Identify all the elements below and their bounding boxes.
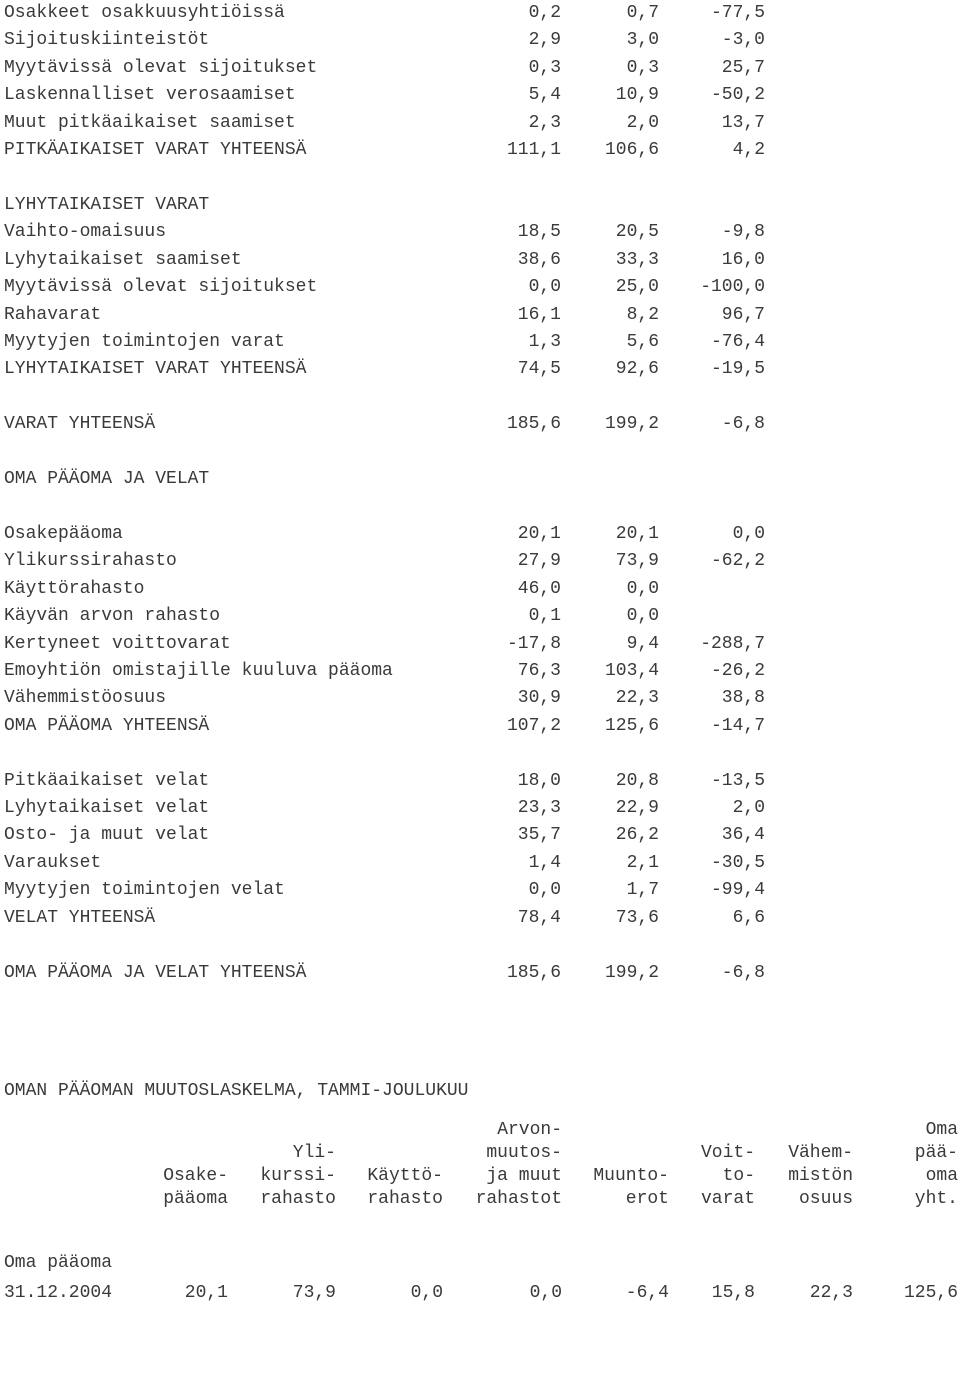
value-2004: 125,6	[604, 716, 659, 736]
row-label: Myytyjen toimintojen velat	[4, 880, 285, 900]
value-2005: 0,0	[528, 277, 561, 297]
row-label: PITKÄAIKAISET VARAT YHTEENSÄ	[4, 140, 307, 160]
row-label: Vaihto-omaisuus	[4, 222, 167, 242]
row-label: Rahavarat	[4, 305, 102, 325]
value-2004: 9,4	[626, 634, 659, 654]
value-2004: 73,9	[615, 551, 659, 571]
row-label: Osakepääoma	[4, 524, 123, 544]
equity-row-value: 0,0	[529, 1283, 562, 1303]
equity-row-value: 15,8	[711, 1283, 755, 1303]
value-2004: 3,0	[626, 30, 659, 50]
row-label: Käyttörahasto	[4, 579, 145, 599]
row-label: Laskennalliset verosaamiset	[4, 85, 296, 105]
change-percent: 38,8	[721, 688, 765, 708]
equity-row-value: 0,0	[410, 1283, 443, 1303]
row-label: Lyhytaikaiset velat	[4, 798, 210, 818]
equity-row-value: 20,1	[184, 1283, 228, 1303]
value-2004: 92,6	[615, 359, 659, 379]
value-2005: 2,9	[528, 30, 561, 50]
value-2005: 0,1	[528, 606, 561, 626]
equity-column-header-line: to-	[722, 1166, 755, 1186]
value-2005: 18,0	[517, 771, 561, 791]
row-label: OMA PÄÄOMA JA VELAT	[4, 469, 210, 489]
change-percent: 0,0	[732, 524, 765, 544]
value-2005: 185,6	[506, 963, 561, 983]
value-2005: 23,3	[517, 798, 561, 818]
value-2004: 20,1	[615, 524, 659, 544]
row-label: VELAT YHTEENSÄ	[4, 908, 156, 928]
value-2005: 1,3	[528, 332, 561, 352]
value-2005: 27,9	[517, 551, 561, 571]
value-2005: 2,3	[528, 113, 561, 133]
value-2004: 73,6	[615, 908, 659, 928]
equity-column-header-line: rahasto	[367, 1189, 443, 1209]
change-percent: -19,5	[710, 359, 765, 379]
row-label: Osto- ja muut velat	[4, 825, 210, 845]
equity-column-header-line: rahasto	[260, 1189, 336, 1209]
change-percent: -76,4	[710, 332, 765, 352]
row-label: Käyvän arvon rahasto	[4, 606, 221, 626]
change-percent: -6,8	[721, 963, 765, 983]
equity-column-header-line: Arvon-	[497, 1120, 562, 1140]
change-percent: 16,0	[721, 250, 765, 270]
equity-statement-title	[4, 1078, 469, 1104]
value-2005: 30,9	[517, 688, 561, 708]
value-2005: 1,4	[528, 853, 561, 873]
equity-statement-title-text: OMAN PÄÄOMAN MUUTOSLASKELMA, TAMMI-JOULUKUU	[4, 1081, 469, 1101]
equity-column-header-line: Vähem-	[788, 1143, 853, 1163]
equity-column-header-line: muutos-	[486, 1143, 562, 1163]
row-label: Muut pitkäaikaiset saamiset	[4, 113, 296, 133]
row-label: Varaukset	[4, 853, 102, 873]
value-2005: 38,6	[517, 250, 561, 270]
row-label: Kertyneet voittovarat	[4, 634, 231, 654]
change-percent: -26,2	[710, 661, 765, 681]
row-label: LYHYTAIKAISET VARAT YHTEENSÄ	[4, 359, 307, 379]
row-label: OMA PÄÄOMA JA VELAT YHTEENSÄ	[4, 963, 307, 983]
change-percent: -100,0	[700, 277, 765, 297]
change-percent: 36,4	[721, 825, 765, 845]
row-label: Sijoituskiinteistöt	[4, 30, 210, 50]
equity-column-header-line: pääoma	[163, 1189, 228, 1209]
value-2004: 22,3	[615, 688, 659, 708]
change-percent: -62,2	[710, 551, 765, 571]
equity-column-header-line: osuus	[798, 1189, 853, 1209]
value-2004: 10,9	[615, 85, 659, 105]
equity-column-header-line: pää-	[914, 1143, 958, 1163]
value-2005: 107,2	[506, 716, 561, 736]
value-2004: 0,0	[626, 606, 659, 626]
value-2004: 20,8	[615, 771, 659, 791]
equity-row-value: -6,4	[625, 1283, 669, 1303]
value-2005: 20,1	[517, 524, 561, 544]
equity-column-header-line: Käyttö-	[367, 1166, 443, 1186]
value-2005: 5,4	[528, 85, 561, 105]
change-percent: 4,2	[732, 140, 765, 160]
change-percent: -30,5	[710, 853, 765, 873]
change-percent: -288,7	[700, 634, 765, 654]
equity-section-label	[4, 1250, 113, 1276]
value-2004: 1,7	[626, 880, 659, 900]
change-percent: -50,2	[710, 85, 765, 105]
value-2005: 74,5	[517, 359, 561, 379]
value-2004: 25,0	[615, 277, 659, 297]
row-label: OMA PÄÄOMA YHTEENSÄ	[4, 716, 210, 736]
row-label: Myytävissä olevat sijoitukset	[4, 277, 318, 297]
change-percent: -13,5	[710, 771, 765, 791]
value-2005: 18,5	[517, 222, 561, 242]
value-2005: 16,1	[517, 305, 561, 325]
equity-column-header-line: erot	[625, 1189, 669, 1209]
value-2004: 0,0	[626, 579, 659, 599]
value-2004: 0,7	[626, 3, 659, 23]
equity-row-date: 31.12.2004	[4, 1283, 113, 1303]
change-percent: -3,0	[721, 30, 765, 50]
change-percent: -14,7	[710, 716, 765, 736]
value-2005: 0,0	[528, 880, 561, 900]
change-percent: 25,7	[721, 58, 765, 78]
equity-column-header-line: Voit-	[700, 1143, 755, 1163]
change-percent: -99,4	[710, 880, 765, 900]
row-label: Pitkäaikaiset velat	[4, 771, 210, 791]
row-label: Emoyhtiön omistajille kuuluva pääoma	[4, 661, 393, 681]
value-2004: 20,5	[615, 222, 659, 242]
value-2004: 8,2	[626, 305, 659, 325]
value-2005: 0,2	[528, 3, 561, 23]
change-percent: 13,7	[721, 113, 765, 133]
row-label: Ylikurssirahasto	[4, 551, 177, 571]
equity-row-value: 73,9	[292, 1283, 336, 1303]
change-percent: 6,6	[732, 908, 765, 928]
equity-section-label-text: Oma pääoma	[4, 1253, 113, 1273]
value-2004: 2,0	[626, 113, 659, 133]
equity-column-header-line: Osake-	[163, 1166, 228, 1186]
value-2004: 5,6	[626, 332, 659, 352]
change-percent: -6,8	[721, 414, 765, 434]
value-2005: 46,0	[517, 579, 561, 599]
value-2004: 103,4	[604, 661, 659, 681]
equity-column-header-line: kurssi-	[260, 1166, 336, 1186]
equity-column-header-line: rahastot	[475, 1189, 562, 1209]
value-2005: 78,4	[517, 908, 561, 928]
equity-row-value: 22,3	[809, 1283, 853, 1303]
equity-row-value: 125,6	[903, 1283, 958, 1303]
change-percent: 96,7	[721, 305, 765, 325]
change-percent: -77,5	[710, 3, 765, 23]
equity-column-header-line: Yli-	[292, 1143, 336, 1163]
equity-column-header-line: oma	[925, 1166, 958, 1186]
equity-column-header-line: yht.	[914, 1189, 958, 1209]
value-2005: 35,7	[517, 825, 561, 845]
equity-column-header-line: varat	[700, 1189, 755, 1209]
equity-column-header-line: Oma	[925, 1120, 958, 1140]
row-label: LYHYTAIKAISET VARAT	[4, 195, 210, 215]
value-2005: 76,3	[517, 661, 561, 681]
value-2004: 2,1	[626, 853, 659, 873]
row-label: Osakkeet osakkuusyhtiöissä	[4, 3, 285, 23]
row-label: Lyhytaikaiset saamiset	[4, 250, 242, 270]
value-2005: 185,6	[506, 414, 561, 434]
equity-column-header-line: Muunto-	[593, 1166, 669, 1186]
row-label: Vähemmistöosuus	[4, 688, 167, 708]
value-2004: 33,3	[615, 250, 659, 270]
row-label: Myytyjen toimintojen varat	[4, 332, 285, 352]
change-percent: -9,8	[721, 222, 765, 242]
row-label: Myytävissä olevat sijoitukset	[4, 58, 318, 78]
row-label: VARAT YHTEENSÄ	[4, 414, 156, 434]
value-2005: -17,8	[506, 634, 561, 654]
value-2004: 106,6	[604, 140, 659, 160]
equity-column-header-line: ja muut	[486, 1166, 562, 1186]
value-2004: 0,3	[626, 58, 659, 78]
value-2004: 22,9	[615, 798, 659, 818]
change-percent: 2,0	[732, 798, 765, 818]
value-2005: 111,1	[506, 140, 561, 160]
value-2004: 26,2	[615, 825, 659, 845]
equity-row-31-12-2004	[4, 1280, 960, 1306]
value-2004: 199,2	[604, 963, 659, 983]
value-2005: 0,3	[528, 58, 561, 78]
value-2004: 199,2	[604, 414, 659, 434]
equity-column-header-line: mistön	[788, 1166, 853, 1186]
